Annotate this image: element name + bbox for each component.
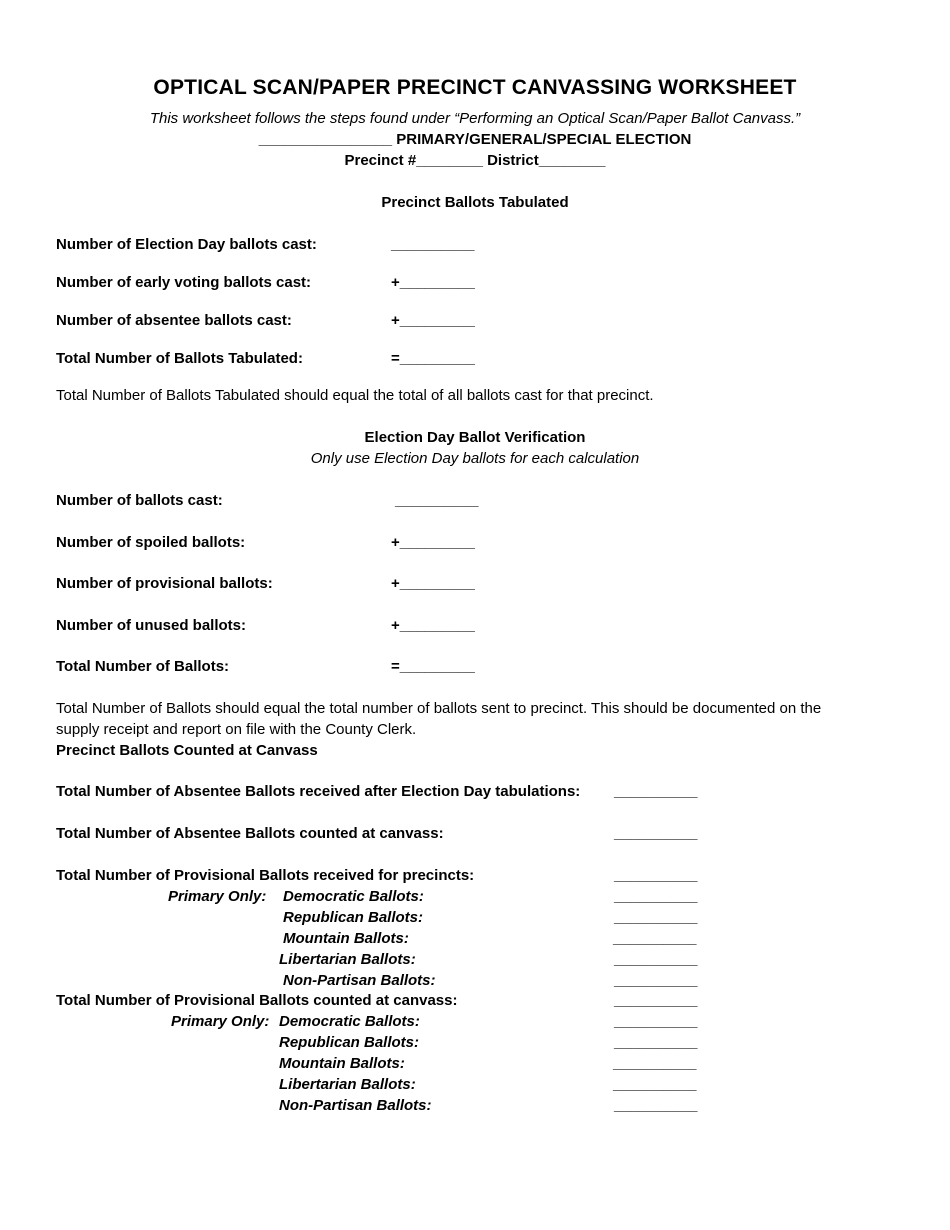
subtitle: This worksheet follows the steps found under “Performing an Optical Scan/Paper Ballot Canvass.” <box>149 110 801 127</box>
primary-only-label: Primary Only: <box>168 888 267 905</box>
page-title: OPTICAL SCAN/PAPER PRECINCT CANVASSING WORKSHEET <box>153 76 797 99</box>
counted-republican-blank[interactable]: __________ <box>614 1034 698 1051</box>
total-tabulated-label: Total Number of Ballots Tabulated: <box>56 350 303 367</box>
total-ballots-blank[interactable]: =_________ <box>391 658 475 675</box>
counted-libertarian-label: Libertarian Ballots: <box>279 1076 416 1093</box>
counted-nonpartisan-blank[interactable]: __________ <box>614 1097 698 1114</box>
counted-democratic-label: Democratic Ballots: <box>279 1013 420 1030</box>
election-day-ballots-blank[interactable]: __________ <box>391 236 475 253</box>
total-ballots-label: Total Number of Ballots: <box>56 658 230 675</box>
counted-mountain-blank[interactable]: __________ <box>613 1055 697 1072</box>
received-mountain-blank[interactable]: __________ <box>613 930 697 947</box>
absentee-ballots-blank[interactable]: +_________ <box>391 312 475 329</box>
election-day-ballots-label: Number of Election Day ballots cast: <box>56 236 317 253</box>
election-line: ________________ PRIMARY/GENERAL/SPECIAL ELECTION <box>258 131 692 148</box>
received-mountain-label: Mountain Ballots: <box>283 930 409 947</box>
counted-democratic-blank[interactable]: __________ <box>614 1013 698 1030</box>
precinct-district-line: Precinct #________ District________ <box>344 152 606 169</box>
provisional-counted-label: Total Number of Provisional Ballots counted at canvass: <box>56 992 458 1009</box>
tabulated-note: Total Number of Ballots Tabulated should equal the total of all ballots cast for that precinct. <box>56 387 654 404</box>
unused-ballots-blank[interactable]: +_________ <box>391 617 475 634</box>
absentee-ballots-label: Number of absentee ballots cast: <box>56 312 292 329</box>
received-democratic-label: Democratic Ballots: <box>283 888 424 905</box>
absentee-counted-blank[interactable]: __________ <box>614 825 698 842</box>
counted-nonpartisan-label: Non-Partisan Ballots: <box>279 1097 432 1114</box>
tabulated-heading: Precinct Ballots Tabulated <box>381 194 569 211</box>
total-tabulated-blank[interactable]: =_________ <box>391 350 475 367</box>
provisional-ballots-label: Number of provisional ballots: <box>56 575 273 592</box>
spoiled-ballots-label: Number of spoiled ballots: <box>56 534 246 551</box>
absentee-received-label: Total Number of Absentee Ballots received after Election Day tabulations: <box>56 783 581 800</box>
received-libertarian-label: Libertarian Ballots: <box>279 951 416 968</box>
received-nonpartisan-label: Non-Partisan Ballots: <box>283 972 436 989</box>
ballots-cast-label: Number of ballots cast: <box>56 492 223 509</box>
primary-only-counted-label: Primary Only: <box>171 1013 270 1030</box>
verification-heading: Election Day Ballot Verification <box>364 429 586 446</box>
absentee-received-blank[interactable]: __________ <box>614 783 698 800</box>
received-republican-label: Republican Ballots: <box>283 909 424 926</box>
received-nonpartisan-blank[interactable]: __________ <box>614 972 698 989</box>
counted-mountain-label: Mountain Ballots: <box>279 1055 405 1072</box>
verification-note-line1: Total Number of Ballots should equal the total number of ballots sent to precinct. This should be documented on the <box>56 700 822 717</box>
provisional-received-blank[interactable]: __________ <box>614 867 698 884</box>
early-voting-ballots-blank[interactable]: +_________ <box>391 274 475 291</box>
counted-republican-label: Republican Ballots: <box>279 1034 420 1051</box>
early-voting-ballots-label: Number of early voting ballots cast: <box>56 274 312 291</box>
verification-subheading: Only use Election Day ballots for each calculation <box>310 450 640 467</box>
verification-note-line2: supply receipt and report on file with the County Clerk. <box>56 721 417 738</box>
received-republican-blank[interactable]: __________ <box>614 909 698 926</box>
provisional-received-label: Total Number of Provisional Ballots received for precincts: <box>56 867 475 884</box>
received-libertarian-blank[interactable]: __________ <box>614 951 698 968</box>
unused-ballots-label: Number of unused ballots: <box>56 617 247 634</box>
spoiled-ballots-blank[interactable]: +_________ <box>391 534 475 551</box>
ballots-cast-blank[interactable]: __________ <box>395 492 479 509</box>
canvass-heading: Precinct Ballots Counted at Canvass <box>56 742 318 759</box>
provisional-ballots-blank[interactable]: +_________ <box>391 575 475 592</box>
received-democratic-blank[interactable]: __________ <box>614 888 698 905</box>
provisional-counted-blank[interactable]: __________ <box>614 992 698 1009</box>
absentee-counted-label: Total Number of Absentee Ballots counted at canvass: <box>56 825 444 842</box>
counted-libertarian-blank[interactable]: __________ <box>613 1076 697 1093</box>
